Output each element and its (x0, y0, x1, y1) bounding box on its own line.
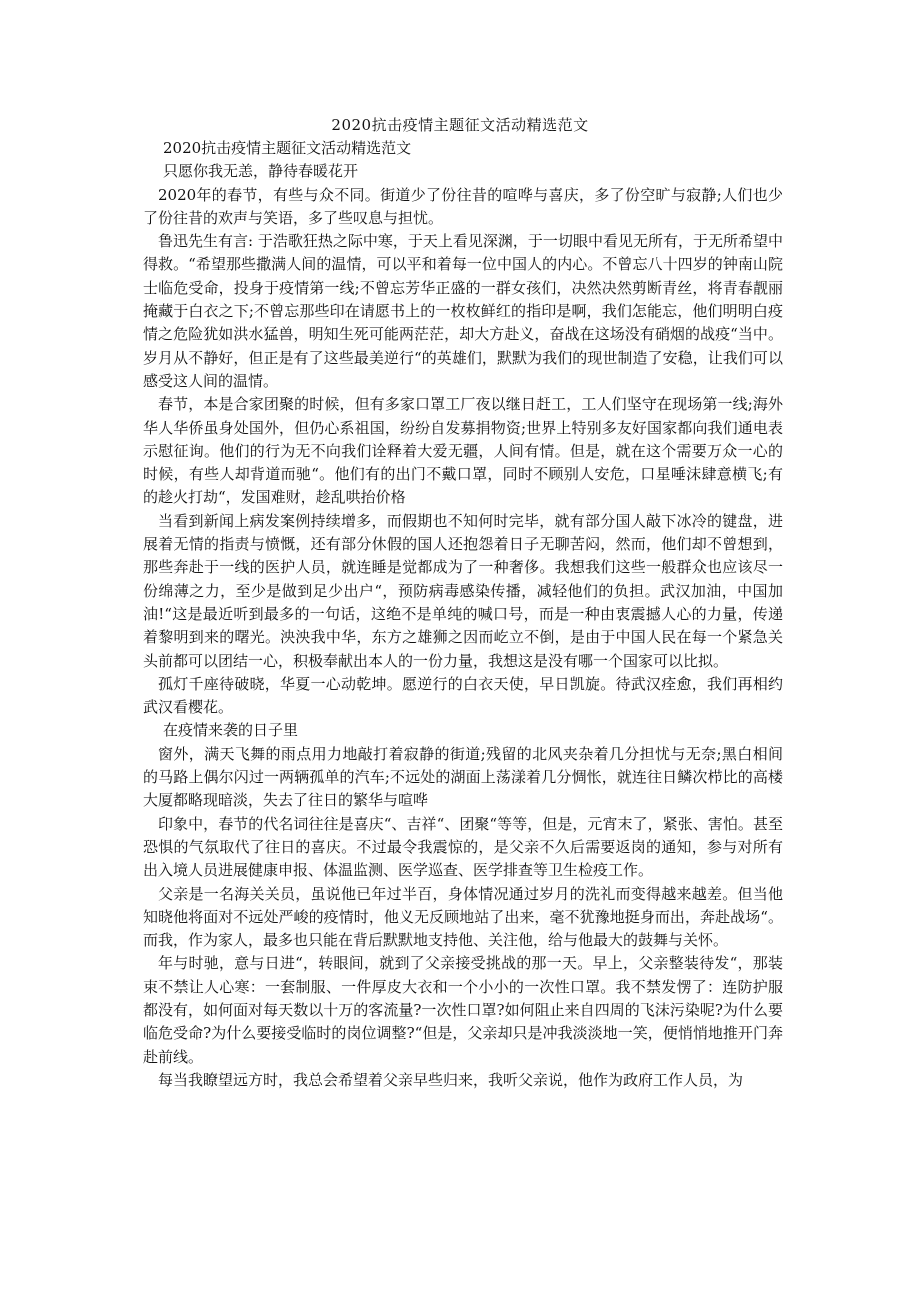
paragraph: 窗外，满天飞舞的雨点用力地敲打着寂静的街道;残留的北风夹杂着几分担忧与无奈;黑白相间的马路上偶尔闪过一两辆孤单的汽车;不远处的湖面上荡漾着几分惆怅，就连往日鳞次栉比的高楼大厦都略现暗淡，失去了往日的繁华与喧哗 (143, 744, 783, 810)
section-heading: 只愿你我无恙，静待春暖花开 (163, 162, 359, 181)
paragraph: 年与时驰，意与日进“，转眼间，就到了父亲接受挑战的那一天。早上，父亲整装待发“，那装束不禁让人心寒：一套制服、一件厚皮大衣和一个小小的一次性口罩。我不禁发愣了：连防护服都没有，如何面对每天数以十万的客流量?一次性口罩?如何阻止来自四周的飞沫污染呢?为什么要临危受命?为什么要接受临时的岗位调整?“但是，父亲却只是冲我淡淡地一笑，便悄悄地推开门奔赴前线。 (143, 954, 783, 1066)
paragraph: 父亲是一名海关关员，虽说他已年过半百，身体情况通过岁月的洗礼而变得越来越差。但当他知晓他将面对不远处严峻的疫情时，他义无反顾地站了出来，毫不犹豫地挺身而出，奔赴战场“。而我，作为家人，最多也只能在背后默默地支持他、关注他，给与他最大的鼓舞与关怀。 (143, 884, 783, 950)
section-heading: 在疫情来袭的日子里 (163, 721, 299, 740)
paragraph: 孤灯千座待破晓，华夏一心动乾坤。愿逆行的白衣天使，早日凯旋。待武汉痊愈，我们再相约武汉看樱花。 (143, 674, 783, 717)
paragraph: 春节，本是合家团聚的时候，但有多家口罩工厂夜以继日赶工，工人们坚守在现场第一线;海外华人华侨虽身处国外，但仍心系祖国，纷纷自发募捐物资;世界上特别多友好国家都向我们通电表示慰征询。他们的行为无不向我们诠释着大爱无疆，人间有情。但是，就在这个需要万众一心的时候，有些人却背道而驰“。他们有的出门不戴口罩，同时不顾别人安危，口星唾沫肆意横飞;有的趁火打劫“，发国难财，趁乱哄抬价格 (143, 395, 783, 507)
paragraph: 每当我瞭望远方时，我总会希望着父亲早些归来，我听父亲说，他作为政府工作人员，为 (158, 1070, 744, 1089)
paragraph: 2020年的春节，有些与众不同。街道少了份往昔的喧哗与喜庆，多了份空旷与寂静;人们也少了份往昔的欢声与笑语，多了些叹息与担忧。 (143, 185, 783, 227)
document-title: 2020抗击疫情主题征文活动精选范文 (331, 116, 589, 134)
paragraph: 当看到新闻上病发案例持续增多，而假期也不知何时完毕，就有部分国人敲下冰冷的键盘，进展着无情的指责与愤慨，还有部分休假的国人还抱怨着日子无聊苦闷，然而，他们却不曾想到，那些奔赴于一线的医护人员，就连睡是觉都成为了一种奢侈。我想我们这些一般群众也应该尽一份绵薄之力，至少是做到足少出户“，预防病毒感染传播，减轻他们的负担。武汉加油，中国加油!“这是最近听到最多的一句话，这绝不是单纯的喊口号，而是一种由衷震撼人心的力量，传递着黎明到来的曙光。泱泱我中华，东方之雄狮之因而屹立不倒，是由于中国人民在每一个紧急关头前都可以团结一心，积极奉献出本人的一份力量，我想这是没有哪一个国家可以比拟。 (143, 511, 783, 670)
paragraph: 印象中，春节的代名词往往是喜庆“、吉祥“、团聚“等等，但是，元宵末了，紧张、害怕。甚至恐惧的气氛取代了往日的喜庆。不过最令我震惊的，是父亲不久后需要返岗的通知，参与对所有出入境人员进展健康申报、体温监测、医学巡查、医学排查等卫生检疫工作。 (143, 814, 783, 880)
paragraph: 鲁迅先生有言: 于浩歌狂热之际中寒，于天上看见深渊，于一切眼中看见无所有，于无所希望中得救。“希望那些撒满人间的温情，可以平和着每一位中国人的内心。不曾忘八十四岁的钟南山院士临危受命，投身于疫情第一线;不曾忘芳华正盛的一群女孩们，决然决然剪断青丝，将青春靓丽掩藏于白衣之下;不曾忘那些印在请愿书上的一枚枚鲜红的指印是啊，我们怎能忘，他们明明白疫情之危险犹如洪水猛兽，明知生死可能两茫茫，却大方赴义，奋战在这场没有硝烟的战疫“当中。岁月从不静好，但正是有了这些最美逆行“的英雄们，默默为我们的现世制造了安稳，让我们可以感受这人间的温情。 (143, 232, 783, 390)
document-body (143, 137, 783, 1092)
subtitle: 2020抗击疫情主题征文活动精选范文 (163, 139, 412, 157)
